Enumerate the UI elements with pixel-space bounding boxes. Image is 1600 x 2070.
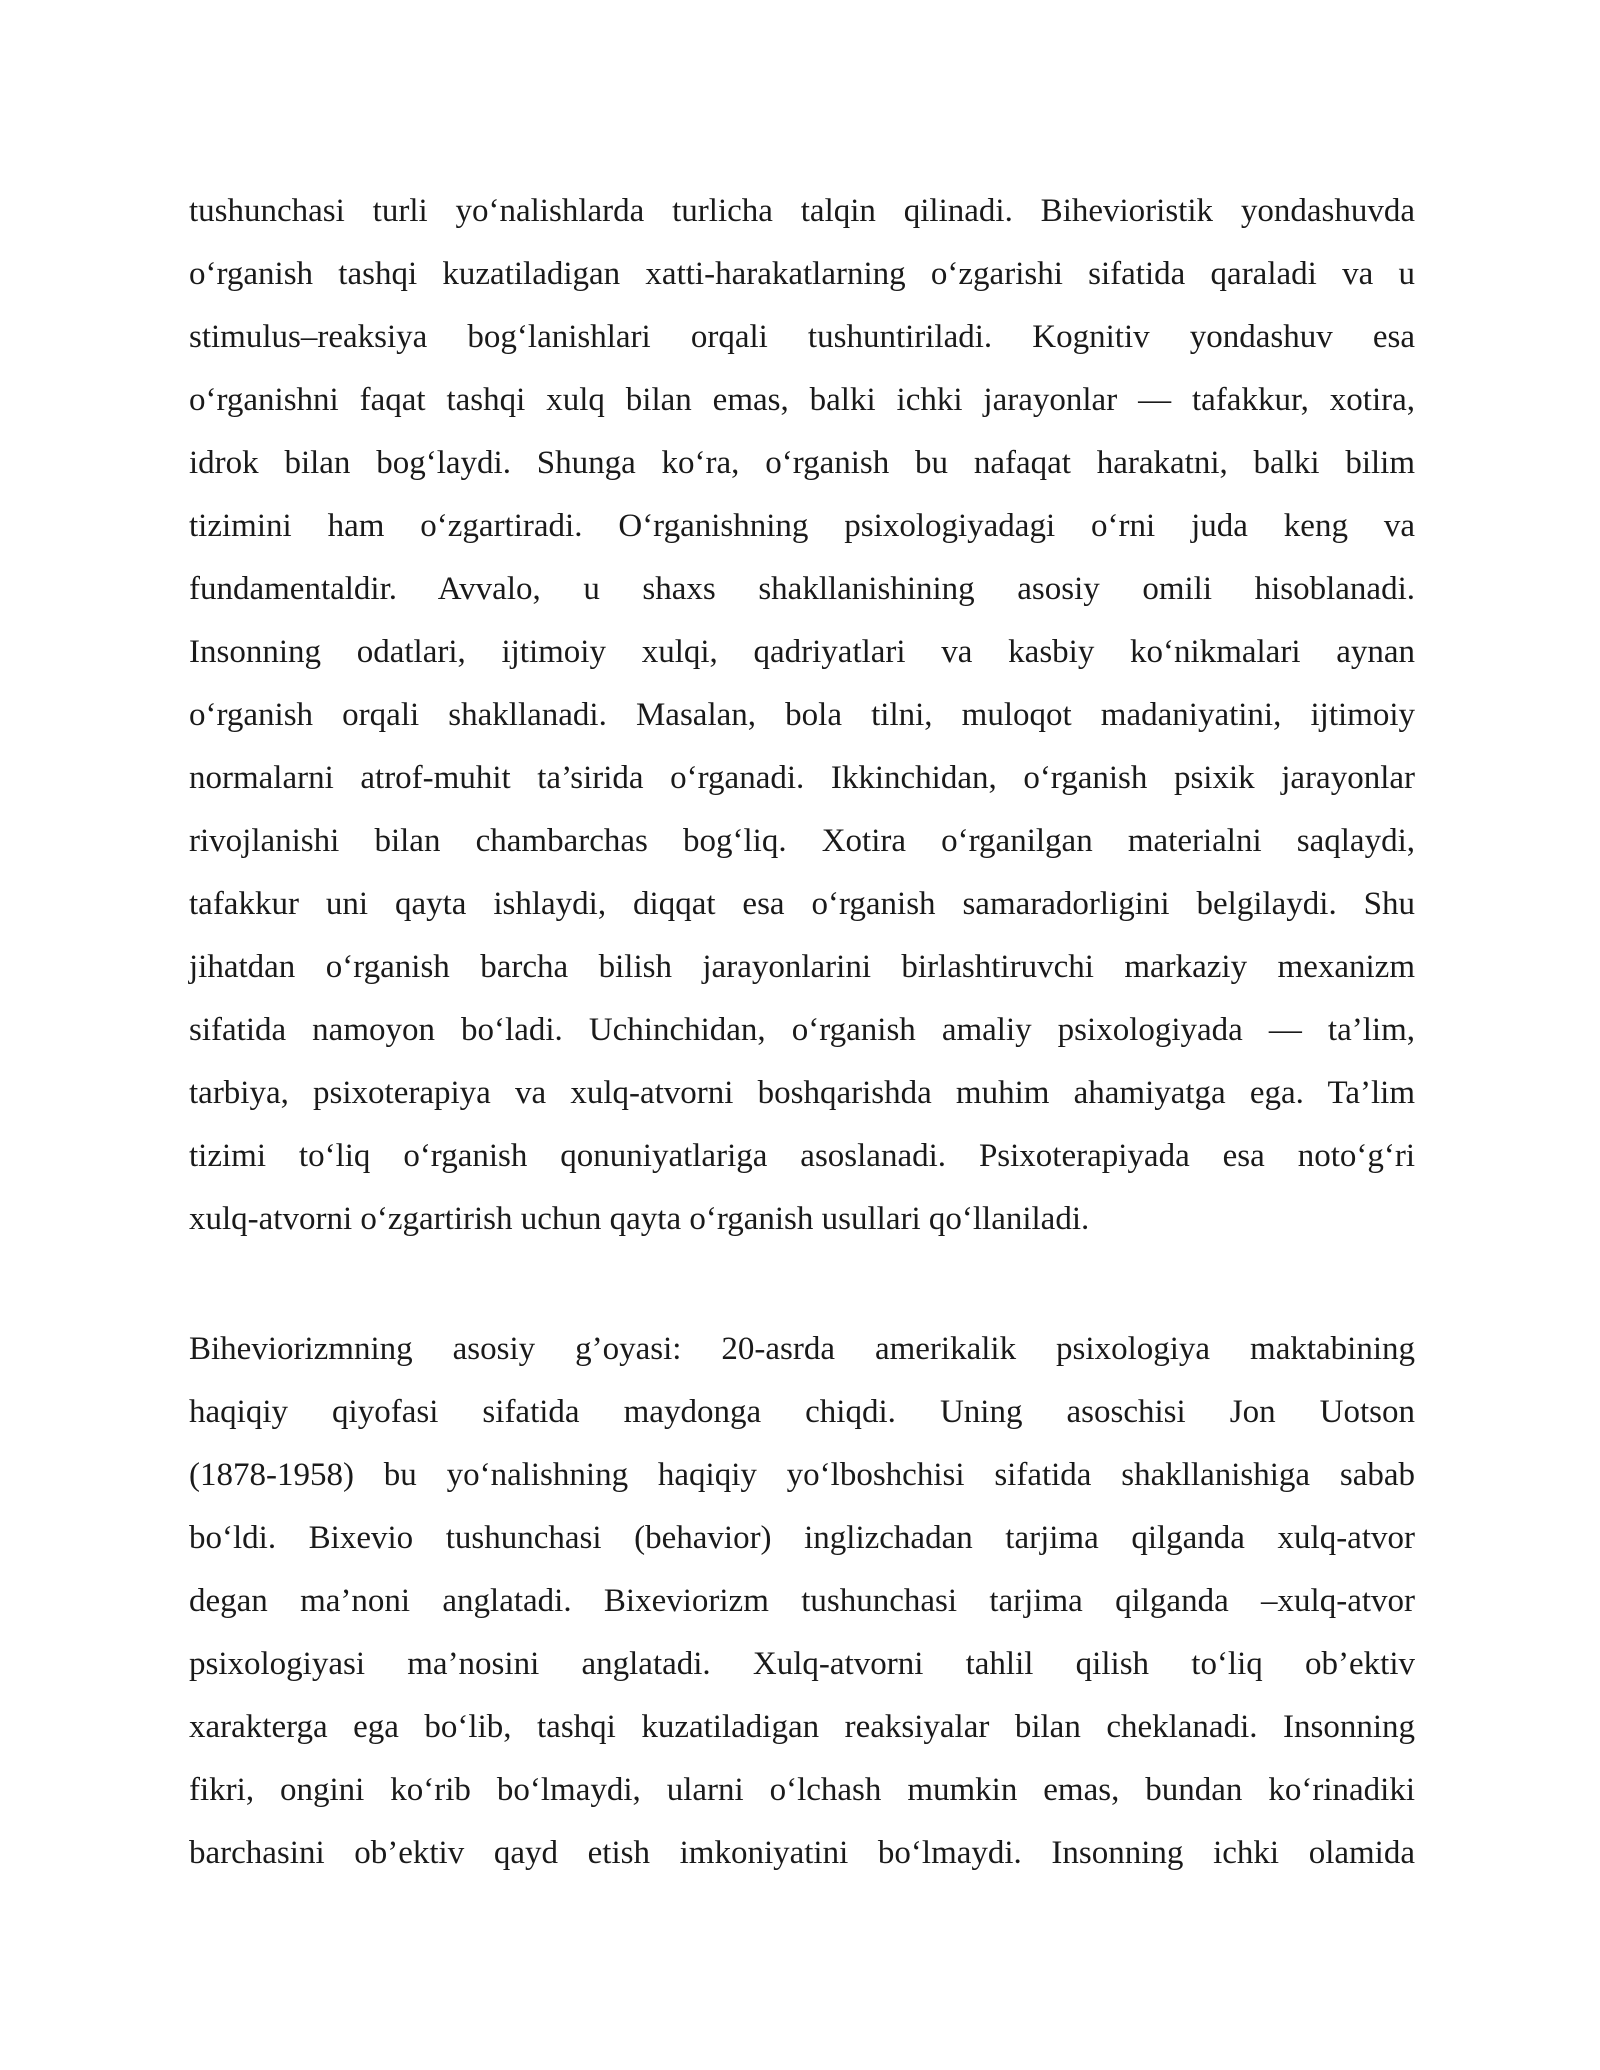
text-line: tafakkur uni qayta ishlaydi, diqqat esa o‘rganish samaradorligini belgilaydi. Shu	[189, 886, 1415, 922]
text-line: psixologiyasi ma’nosini anglatadi. Xulq-atvorni tahlil qilish to‘liq ob’ektiv	[189, 1646, 1415, 1682]
text-line: barchasini ob’ektiv qayd etish imkoniyatini bo‘lmaydi. Insonning ichki olamida	[189, 1835, 1415, 1871]
text-line: tizimi to‘liq o‘rganish qonuniyatlariga asoslanadi. Psixoterapiyada esa noto‘g‘ri	[189, 1138, 1415, 1174]
text-line: tarbiya, psixoterapiya va xulq-atvorni boshqarishda muhim ahamiyatga ega. Ta’lim	[189, 1075, 1415, 1111]
text-line: tushunchasi turli yo‘nalishlarda turlicha talqin qilinadi. Bihevioristik yondashuvda	[189, 193, 1415, 229]
text-line: stimulus–reaksiya bog‘lanishlari orqali tushuntiriladi. Kognitiv yondashuv esa	[189, 319, 1415, 355]
text-line: rivojlanishi bilan chambarchas bog‘liq. Xotira o‘rganilgan materialni saqlaydi,	[189, 823, 1415, 859]
text-line: o‘rganish tashqi kuzatiladigan xatti-harakatlarning o‘zgarishi sifatida qaraladi va u	[189, 256, 1415, 292]
text-line: degan ma’noni anglatadi. Bixeviorizm tushunchasi tarjima qilganda –xulq-atvor	[189, 1583, 1415, 1619]
text-line: fundamentaldir. Avvalo, u shaxs shakllanishining asosiy omili hisoblanadi.	[189, 571, 1415, 607]
text-line: idrok bilan bog‘laydi. Shunga ko‘ra, o‘rganish bu nafaqat harakatni, balki bilim	[189, 445, 1415, 481]
text-line: (1878-1958) bu yo‘nalishning haqiqiy yo‘lboshchisi sifatida shakllanishiga sabab	[189, 1457, 1415, 1493]
text-line: o‘rganish orqali shakllanadi. Masalan, bola tilni, muloqot madaniyatini, ijtimoiy	[189, 697, 1415, 733]
text-line: fikri, ongini ko‘rib bo‘lmaydi, ularni o‘lchash mumkin emas, bundan ko‘rinadiki	[189, 1772, 1415, 1808]
text-line: jihatdan o‘rganish barcha bilish jarayonlarini birlashtiruvchi markaziy mexanizm	[189, 949, 1415, 985]
text-line: tizimini ham o‘zgartiradi. O‘rganishning psixologiyadagi o‘rni juda keng va	[189, 508, 1415, 544]
text-line: o‘rganishni faqat tashqi xulq bilan emas, balki ichki jarayonlar — tafakkur, xotira,	[189, 382, 1415, 418]
text-line: Insonning odatlari, ijtimoiy xulqi, qadriyatlari va kasbiy ko‘nikmalari aynan	[189, 634, 1415, 670]
text-line: xarakterga ega bo‘lib, tashqi kuzatiladigan reaksiyalar bilan cheklanadi. Insonning	[189, 1709, 1415, 1745]
text-line: bo‘ldi. Bixevio tushunchasi (behavior) inglizchadan tarjima qilganda xulq-atvor	[189, 1520, 1415, 1556]
text-line: sifatida namoyon bo‘ladi. Uchinchidan, o‘rganish amaliy psixologiyada — ta’lim,	[189, 1012, 1415, 1048]
paragraph-behaviorism	[189, 1318, 1415, 1885]
paragraph-learning-concept	[189, 180, 1415, 1251]
text-line: Biheviorizmning asosiy g’oyasi: 20-asrda amerikalik psixologiya maktabining	[189, 1331, 1415, 1367]
text-line: haqiqiy qiyofasi sifatida maydonga chiqdi. Uning asoschisi Jon Uotson	[189, 1394, 1415, 1430]
text-line: normalarni atrof-muhit ta’sirida o‘rganadi. Ikkinchidan, o‘rganish psixik jarayonlar	[189, 760, 1415, 796]
text-line: xulq-atvorni o‘zgartirish uchun qayta o‘rganish usullari qo‘llaniladi.	[189, 1201, 1090, 1237]
